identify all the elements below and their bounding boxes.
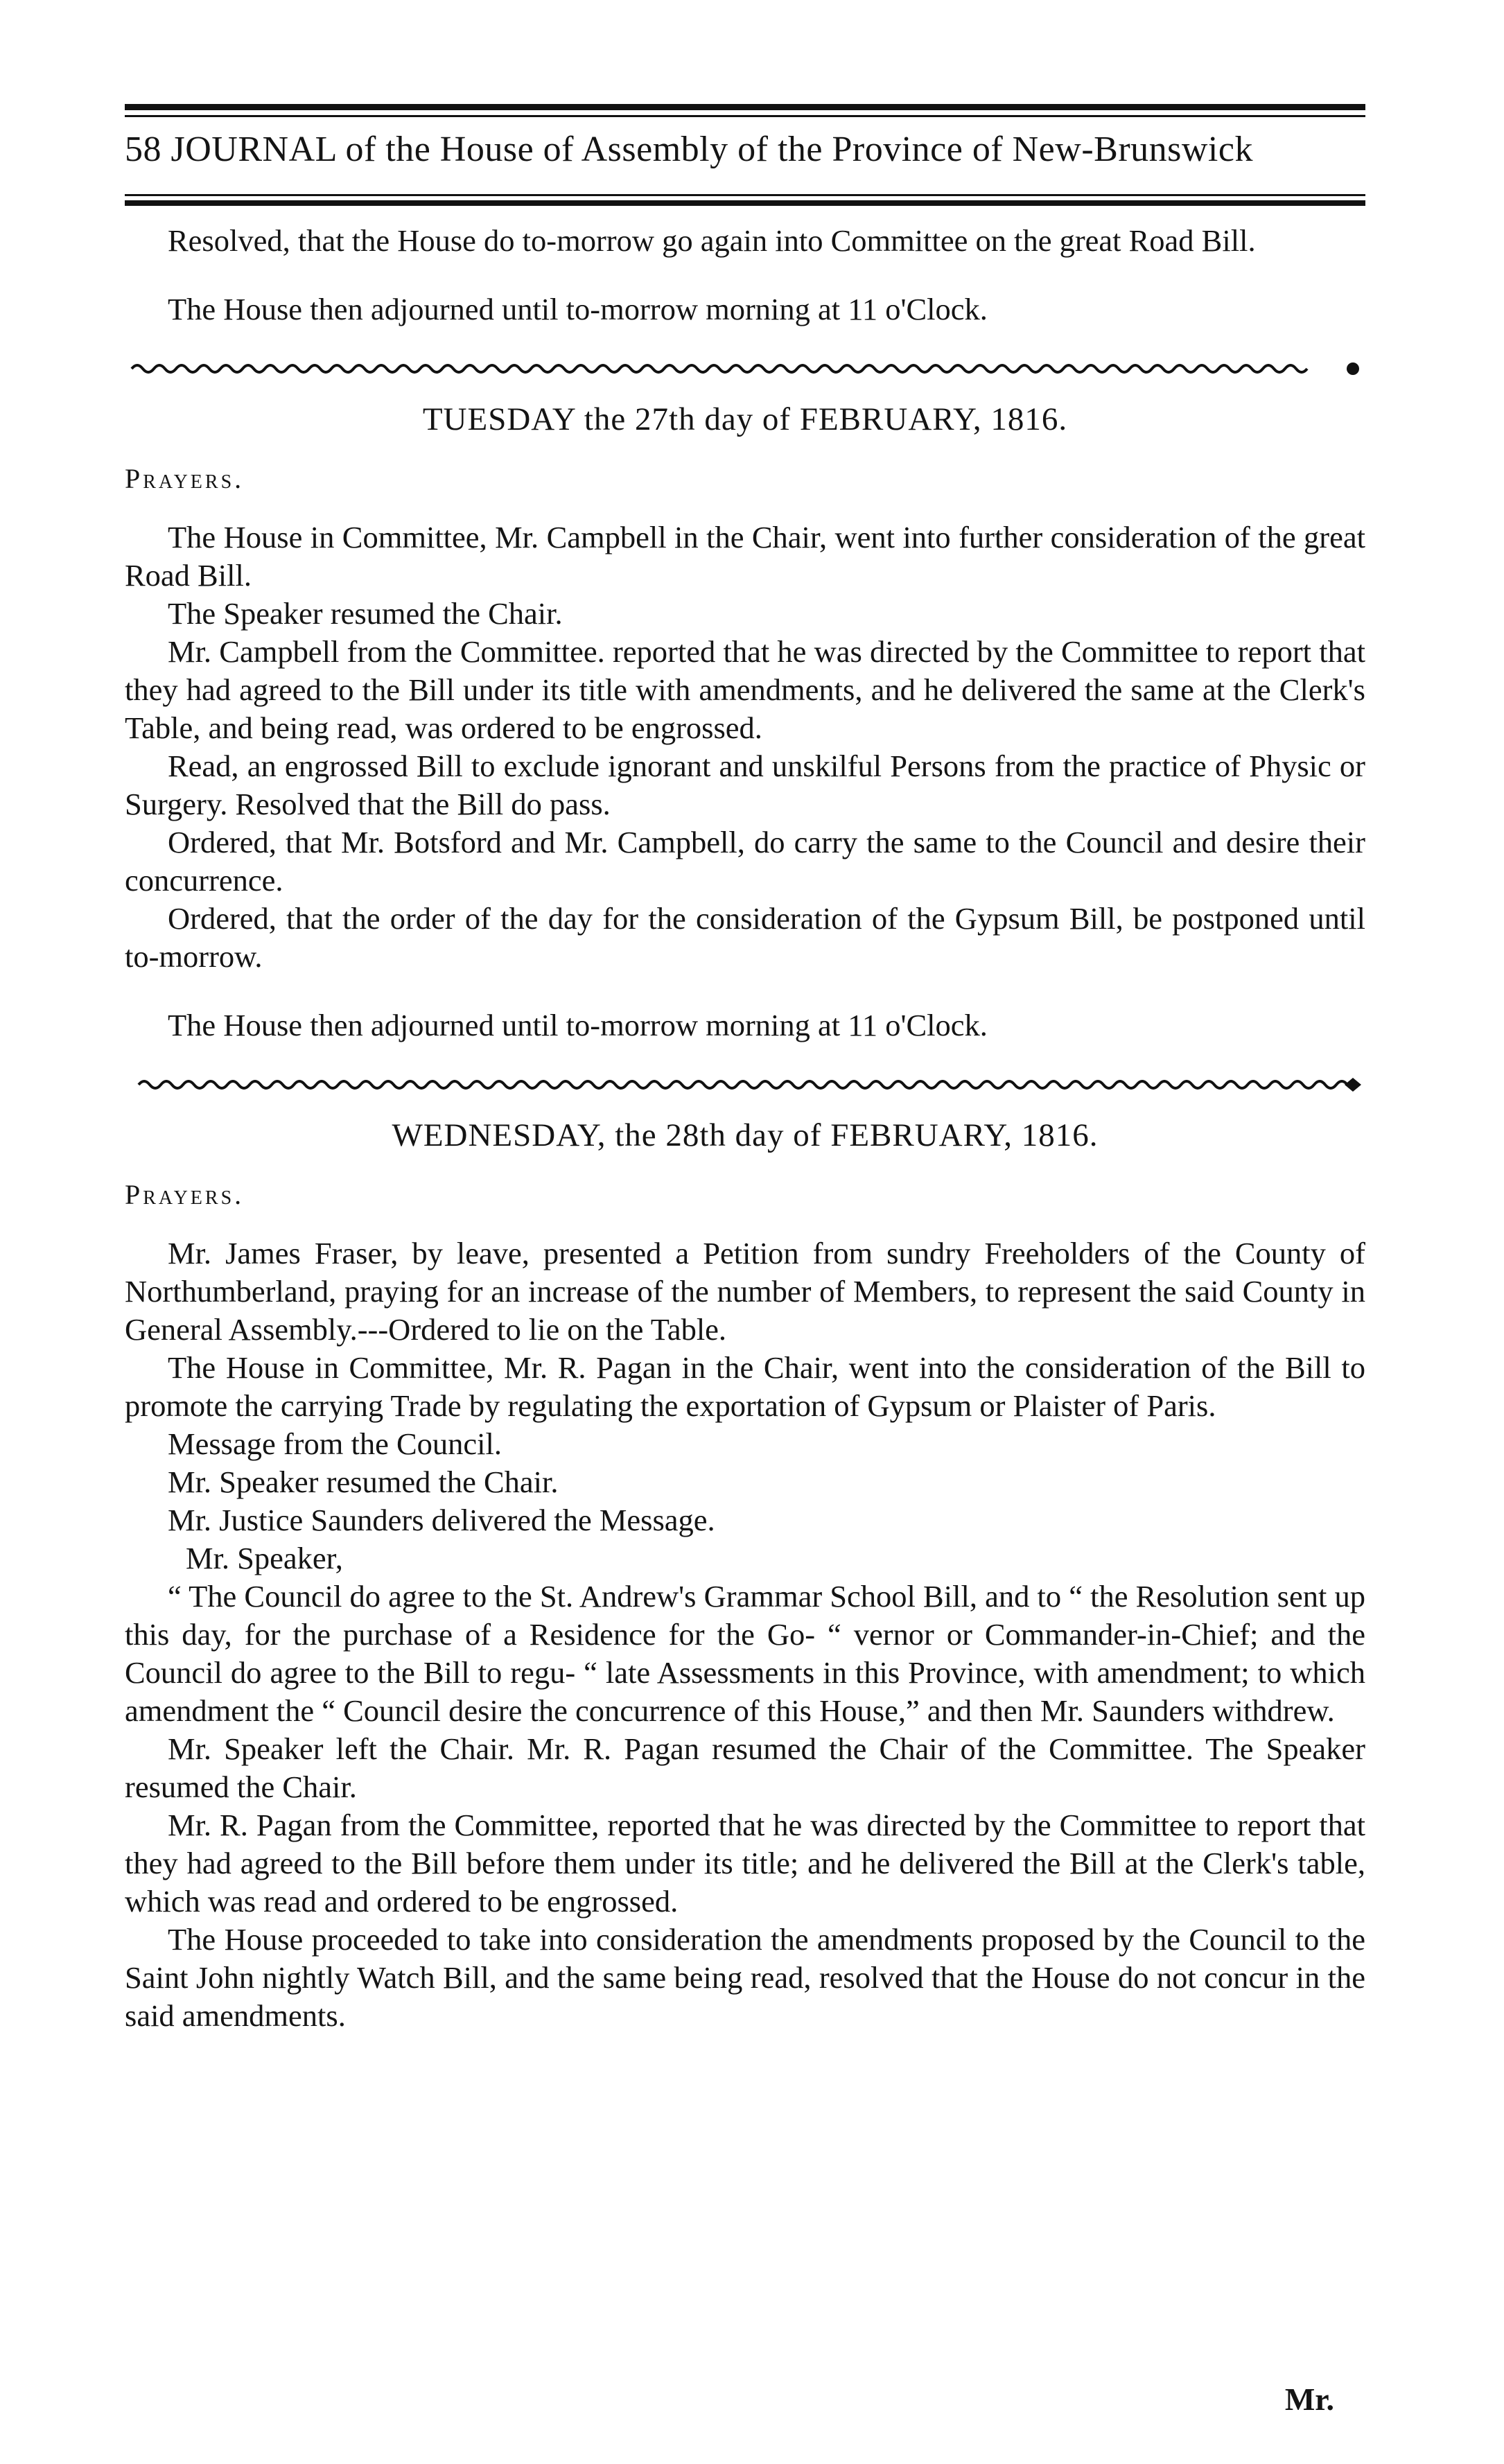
wednesday-paragraph: Mr. Speaker left the Chair. Mr. R. Pagan resumed the Chair of the Committee. The Speaker resumed the Chair.	[125, 1731, 1365, 1804]
paragraph-adjourn-2: The House then adjourned until to-morrow morning at 11 o'Clock.	[168, 1008, 988, 1042]
head-rule-thick	[125, 200, 1365, 206]
wednesday-paragraph: Mr. Justice Saunders delivered the Message.	[168, 1503, 715, 1537]
heading-wednesday: WEDNESDAY, the 28th day of FEBRUARY, 1816.	[392, 1117, 1099, 1153]
prayers-wednesday: Prayers.	[125, 1179, 245, 1210]
ornamental-divider-2	[125, 1071, 1365, 1099]
tuesday-paragraph: Mr. Campbell from the Committee. reported that he was directed by the Committee to report that they had agreed to the Bill under its title with amendments, and he delivered the same at the Clerk's Table, and being read, was ordered to be engrossed.	[125, 634, 1365, 745]
prayers-tuesday: Prayers.	[125, 463, 245, 494]
heading-tuesday: TUESDAY the 27th day of FEBRUARY, 1816.	[422, 401, 1068, 437]
ornamental-divider-1	[125, 355, 1365, 383]
tuesday-paragraph: Read, an engrossed Bill to exclude ignorant and unskilful Persons from the practice of Physic or Surgery. Resolved that the Bill do pass.	[125, 749, 1365, 821]
top-rule-thin	[125, 115, 1365, 117]
wednesday-paragraph: Message from the Council.	[168, 1426, 502, 1461]
wednesday-paragraph: Mr. James Fraser, by leave, presented a Petition from sundry Freeholders of the County of Northumberland, praying for an increase of the number of Members, to represent the said County in General Assembly.---Ordered to lie on the Table.	[125, 1236, 1365, 1347]
page-body	[125, 222, 1365, 2035]
wednesday-paragraph: Mr. R. Pagan from the Committee, reported that he was directed by the Committee to report that they had agreed to the Bill before them under its title; and he delivered the Bill at the Clerk's table, which was read and ordered to be engrossed.	[125, 1808, 1365, 1919]
running-head: 58 JOURNAL of the House of Assembly of the Province of New-Brunswick	[125, 130, 1253, 169]
head-rule-thin	[125, 194, 1365, 196]
catchword: Mr.	[1284, 2382, 1334, 2417]
tuesday-paragraph: Ordered, that the order of the day for the consideration of the Gypsum Bill, be postponed until to-morrow.	[125, 901, 1365, 974]
wednesday-paragraph: Mr. Speaker resumed the Chair.	[168, 1465, 559, 1499]
wednesday-paragraph: The House proceeded to take into consideration the amendments proposed by the Council to the Saint John nightly Watch Bill, and the same being read, resolved that the House do not concur in the said amendments.	[125, 1922, 1365, 2033]
tuesday-paragraph: The House in Committee, Mr. Campbell in the Chair, went into further consideration of the great Road Bill.	[125, 520, 1365, 593]
wednesday-paragraph: Mr. Speaker,	[186, 1541, 343, 1575]
top-rule-thick	[125, 104, 1365, 110]
wednesday-paragraph: The House in Committee, Mr. R. Pagan in the Chair, went into the consideration of the Bill to promote the carrying Trade by regulating the exportation of Gypsum or Plaister of Paris.	[125, 1350, 1365, 1423]
wednesday-message-quote: “ The Council do agree to the St. Andrew's Grammar School Bill, and to “ the Resolution sent up this day, for the purchase of a Residence for the Go- “ vernor or Commander-in-Chief; and the Council do agree to the Bill to regu- “ late Assessments in this Province, with amendment; to which amendment the “ Council desire the concurrence of this House,” and then Mr. Saunders withdrew.	[125, 1579, 1365, 1728]
paragraph-resolved: Resolved, that the House do to-morrow go again into Committee on the great Road Bill.	[168, 223, 1256, 258]
tuesday-paragraph: Ordered, that Mr. Botsford and Mr. Campbell, do carry the same to the Council and desire their concurrence.	[125, 825, 1365, 898]
paragraph-adjourn-1: The House then adjourned until to-morrow morning at 11 o'Clock.	[168, 292, 988, 326]
tuesday-paragraph: The Speaker resumed the Chair.	[168, 596, 563, 631]
